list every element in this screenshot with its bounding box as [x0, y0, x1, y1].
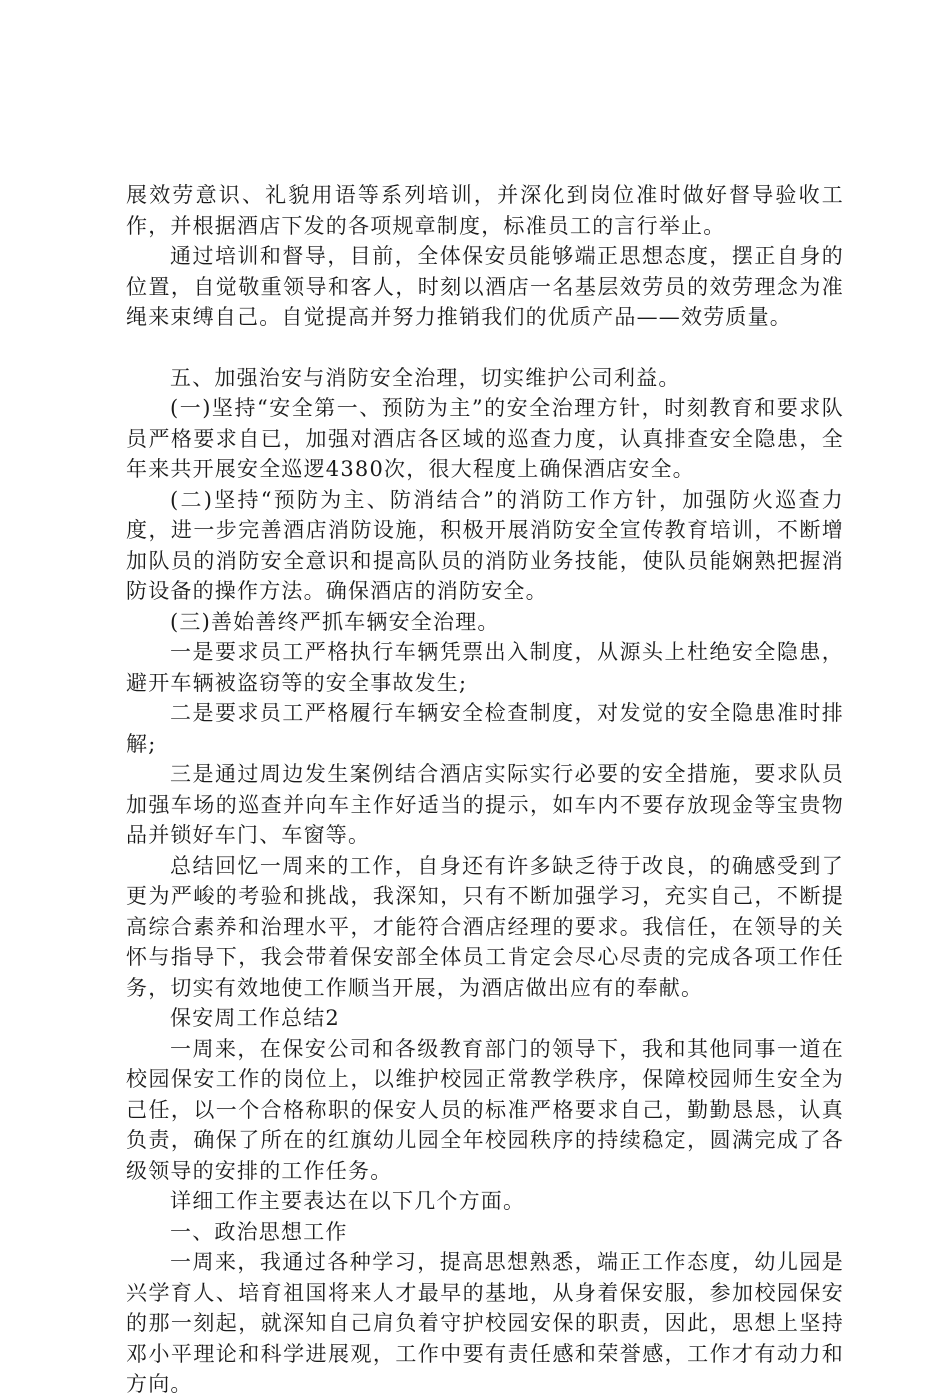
- paragraph: 详细工作主要表达在以下几个方面。: [170, 1189, 526, 1213]
- section-heading: 五、加强治安与消防安全治理，切实维护公司利益。: [170, 365, 681, 390]
- paragraph: 三是通过周边发生案例结合酒店实际实行必要的安全措施，要求队员加强车场的巡查并向车主作好适当的提示，如车内不要存放现金等宝贵物品并锁好车门、车窗等。: [126, 762, 844, 847]
- paragraph: 二是要求员工严格履行车辆安全检查制度，对发觉的安全隐患准时排解;: [126, 701, 844, 756]
- paragraph: 一周来，我通过各种学习，提高思想熟悉，端正工作态度，幼儿园是兴学育人、培育祖国将来人才最早的基地，从身着保安服，参加校园保安的那一刻起，就深知自己肩负着守护校园安保的职责，因此，思想上坚持邓小平理论和科学进展观，工作中要有责任感和荣誉感，工作才有动力和方向。: [126, 1250, 844, 1396]
- section-heading: 一、政治思想工作: [170, 1219, 348, 1244]
- document-body: [126, 180, 844, 1400]
- paragraph-continued: 展效劳意识、礼貌用语等系列培训，并深化到岗位准时做好督导验收工作，并根据酒店下发的各项规章制度，标准员工的言行举止。: [126, 183, 844, 238]
- subsection-heading: (三)善始善终严抓车辆安全治理。: [170, 609, 500, 634]
- paragraph: 一周来，在保安公司和各级教育部门的领导下，我和其他同事一道在校园保安工作的岗位上，以维护校园正常教学秩序，保障校园师生安全为己任，以一个合格称职的保安人员的标准严格要求自己，勤勤恳恳，认真负责，确保了所在的红旗幼儿园全年校园秩序的持续稳定，圆满完成了各级领导的安排的工作任务。: [126, 1036, 844, 1183]
- paragraph: (一)坚持“安全第一、预防为主”的安全治理方针，时刻教育和要求队员严格要求自已，加强对酒店各区域的巡查力度，认真排查安全隐患，全年来共开展安全巡逻4380次，很大程度上确保酒店安全。: [126, 396, 844, 481]
- paragraph: 一是要求员工严格执行车辆凭票出入制度，从源头上杜绝安全隐患，避开车辆被盗窃等的安全事故发生;: [126, 640, 844, 695]
- document-title: 保安周工作总结2: [170, 1006, 340, 1030]
- paragraph: 通过培训和督导，目前，全体保安员能够端正思想态度，摆正自身的位置，自觉敬重领导和客人，时刻以酒店一名基层效劳员的效劳理念为准绳来束缚自己。自觉提高并努力推销我们的优质产品——效劳质量。: [126, 244, 844, 329]
- paragraph: (二)坚持“预防为主、防消结合”的消防工作方针，加强防火巡查力度，进一步完善酒店消防设施，积极开展消防安全宣传教育培训，不断增加队员的消防安全意识和提高队员的消防业务技能，使队员能娴熟把握消防设备的操作方法。确保酒店的消防安全。: [126, 487, 844, 603]
- paragraph-spacer: [126, 333, 844, 363]
- paragraph: 总结回忆一周来的工作，自身还有许多缺乏待于改良，的确感受到了更为严峻的考验和挑战，我深知，只有不断加强学习，充实自己，不断提高综合素养和治理水平，才能符合酒店经理的要求。我信任，在领导的关怀与指导下，我会带着保安部全体员工肯定会尽心尽责的完成各项工作任务，切实有效地使工作顺当开展，为酒店做出应有的奉献。: [126, 853, 844, 1000]
